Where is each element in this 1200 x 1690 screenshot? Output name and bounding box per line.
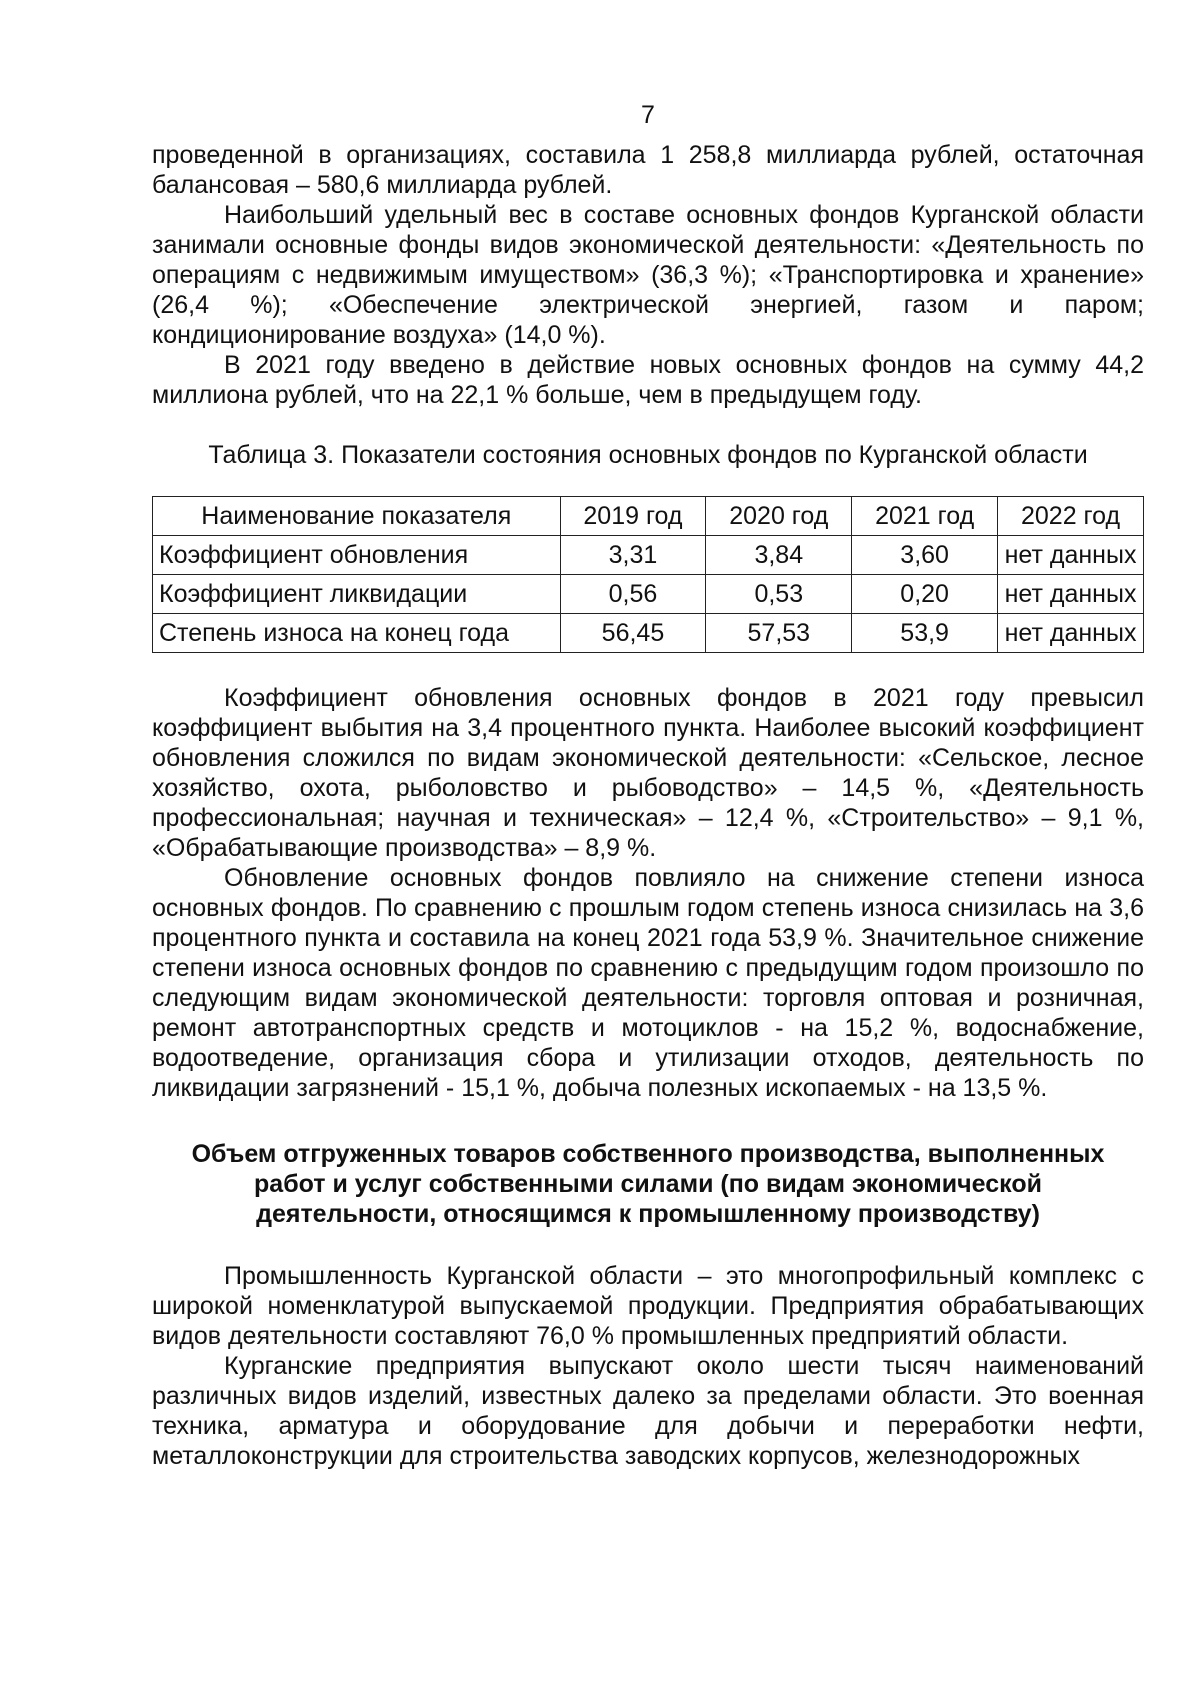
table-header-cell: Наименование показателя [153, 497, 561, 536]
table-cell: 56,45 [560, 614, 706, 653]
table-row-label: Степень износа на конец года [153, 614, 561, 653]
paragraph-fund-structure: Наибольший удельный вес в составе основных фондов Курганской области занимали основные фонды видов экономической деятельности: «Деятельность по операциям с недвижимым имуществом» (36,3 %); «Транспортировка и хранение» (26,4 %); «Обеспечение электрической энергией, газом и паром; кондиционирование воздуха» (14,0 %). [152, 201, 1144, 349]
table-cell: нет данных [998, 614, 1144, 653]
paragraph-depreciation: Обновление основных фондов повлияло на снижение степени износа основных фондов. По сравнению с прошлым годом степень износа снизилась на 3,6 процентного пункта и составила на конец 2021 года 53,9 %. Значительное снижение степени износа основных фондов по сравнению с предыдущим годом произошло по следующим видам экономической деятельности: торговля оптовая и розничная, ремонт автотранспортных средств и мотоциклов - на 15,2 %, водоснабжение, водоотведение, организация сбора и утилизации отходов, деятельность по ликвидации загрязнений - 15,1 %, добыча полезных ископаемых - на 13,5 %. [152, 864, 1144, 1102]
table-row [153, 575, 1144, 614]
table-row [153, 614, 1144, 653]
paragraph-continuation: проведенной в организациях, составила 1 258,8 миллиарда рублей, остаточная балансовая – 580,6 миллиарда рублей. [152, 141, 1144, 199]
paragraph-industry-overview: Промышленность Курганской области – это многопрофильный комплекс с широкой номенклатурой выпускаемой продукции. Предприятия обрабатывающих видов деятельности составляют 76,0 % промышленных предприятий области. [152, 1262, 1144, 1350]
table-header-cell: 2019 год [560, 497, 706, 536]
table-caption: Таблица 3. Показатели состояния основных фондов по Курганской области [208, 441, 1088, 469]
table-cell: нет данных [998, 536, 1144, 575]
table-row-label: Коэффициент ликвидации [153, 575, 561, 614]
fixed-assets-table [152, 496, 1144, 653]
document-page [152, 100, 1144, 1471]
table-cell: 0,53 [706, 575, 852, 614]
table-cell: 0,56 [560, 575, 706, 614]
table-row-label: Коэффициент обновления [153, 536, 561, 575]
table-cell: нет данных [998, 575, 1144, 614]
paragraph-products: Курганские предприятия выпускают около шести тысяч наименований различных видов изделий, известных далеко за пределами области. Это военная техника, арматура и оборудование для добычи и переработки нефти, металлоконструкции для строительства заводских корпусов, железнодорожных [152, 1352, 1144, 1470]
table-cell: 3,31 [560, 536, 706, 575]
table-header-row [153, 497, 1144, 536]
spacer [152, 653, 1144, 683]
table-header-cell: 2022 год [998, 497, 1144, 536]
table-cell: 0,20 [852, 575, 998, 614]
page-number: 7 [641, 101, 655, 129]
table-cell: 3,60 [852, 536, 998, 575]
paragraph-renewal-coefficient: Коэффициент обновления основных фондов в 2021 году превысил коэффициент выбытия на 3,4 процентного пункта. Наиболее высокий коэффициент обновления сложился по видам экономической деятельности: «Сельское, лесное хозяйство, охота, рыболовство и рыбоводство» – 14,5 %, «Деятельность профессиональная; научная и техническая» – 12,4 %, «Строительство» – 9,1 %, «Обрабатывающие производства» – 8,9 %. [152, 684, 1144, 862]
table-cell: 57,53 [706, 614, 852, 653]
table-header-cell: 2021 год [852, 497, 998, 536]
section-heading: Объем отгруженных товаров собственного производства, выполненных работ и услуг собственными силами (по видам экономической деятельности, относящимся к промышленному производству) [191, 1140, 1105, 1228]
table-cell: 3,84 [706, 536, 852, 575]
table-cell: 53,9 [852, 614, 998, 653]
paragraph-new-funds: В 2021 году введено в действие новых основных фондов на сумму 44,2 миллиона рублей, что на 22,1 % больше, чем в предыдущем году. [152, 351, 1144, 409]
table-header-cell: 2020 год [706, 497, 852, 536]
table-row [153, 536, 1144, 575]
